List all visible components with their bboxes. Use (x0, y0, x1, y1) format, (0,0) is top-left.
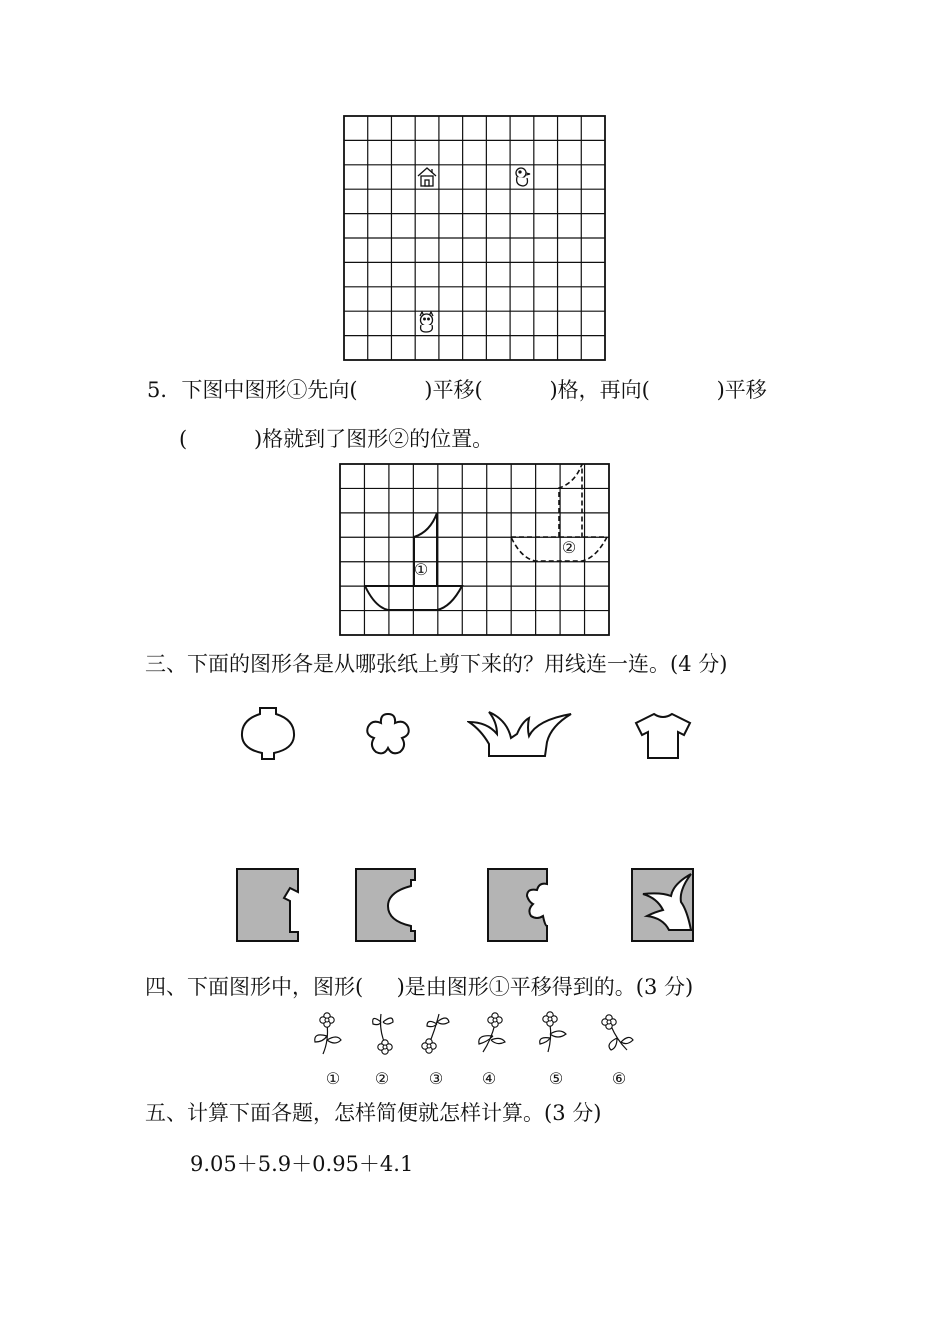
shape-2-label: ② (561, 538, 577, 557)
option-label-6: ⑥ (611, 1069, 627, 1088)
paper-lantern-cut-icon[interactable] (355, 868, 417, 942)
flower-option-3[interactable] (422, 1014, 449, 1053)
q5-line2: ( )格就到了图形②的位置。 (179, 427, 494, 451)
bird-icon (516, 168, 530, 186)
grass-icon[interactable] (467, 708, 573, 758)
flower-option-2[interactable] (373, 1014, 393, 1054)
flower-icon[interactable] (362, 711, 414, 759)
section-4-heading: 四、下面图形中，图形( )是由图形①平移得到的。(3 分) (145, 975, 694, 999)
flower-option-5[interactable] (540, 1012, 566, 1052)
option-label-3: ③ (428, 1069, 444, 1088)
flower-option-4[interactable] (479, 1013, 505, 1052)
paper-shirt-cut-icon[interactable] (236, 868, 300, 942)
flower-options (305, 1010, 645, 1060)
option-label-5: ⑤ (548, 1069, 564, 1088)
paper-grass-cut-icon[interactable] (631, 868, 695, 942)
option-label-1: ① (325, 1069, 341, 1088)
map-grid (343, 115, 607, 362)
house-icon (418, 168, 436, 186)
option-label-2: ② (374, 1069, 390, 1088)
flower-option-1[interactable] (315, 1013, 341, 1054)
lantern-icon[interactable] (238, 706, 298, 762)
paper-flower-cut-icon[interactable] (487, 868, 549, 942)
cat-icon (420, 312, 433, 332)
option-label-4: ④ (481, 1069, 497, 1088)
flower-option-6[interactable] (602, 1015, 633, 1050)
shape-1-label: ① (413, 560, 429, 579)
section-5-heading: 五、计算下面各题，怎样简便就怎样计算。(3 分) (145, 1101, 602, 1125)
section-3-heading: 三、下面的图形各是从哪张纸上剪下来的？用线连一连。(4 分) (145, 652, 728, 676)
q5-line1: 5．下图中图形①先向( )平移( )格，再向( )平移 (147, 378, 767, 402)
calc-expression: 9.05＋5.9＋0.95＋4.1 (190, 1152, 414, 1176)
shirt-icon[interactable] (632, 711, 694, 761)
